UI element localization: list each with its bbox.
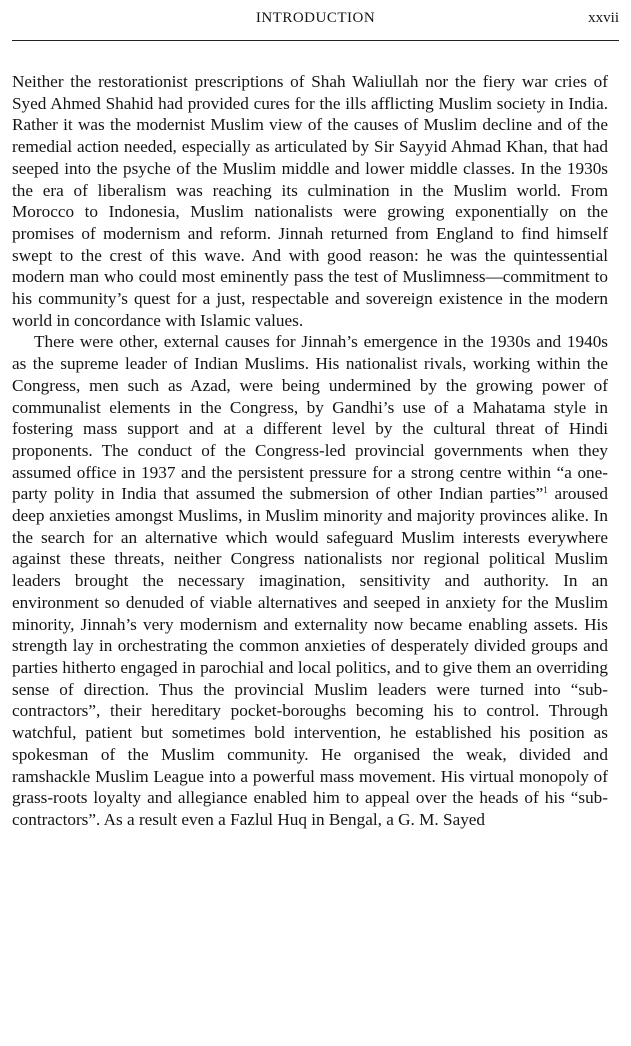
- header-rule: [12, 40, 619, 41]
- page-number: xxvii: [588, 10, 619, 26]
- paragraph-1: Neither the restorationist prescriptions of Shah Waliullah nor the fiery war cries of Syed Ahmed Shahid had provided cures for the ills afflicting Muslim society in India. Rather it was the modernist Muslim view of the causes of Muslim decline and of the remedial action needed, especially as articulated by Sir Sayyid Ahmad Khan, that had seeped into the psyche of the Muslim middle and lower middle classes. In the 1930s the era of liberalism was reaching its culmination in the Muslim world. From Morocco to Indonesia, Muslim nationalists were growing exponentially on the promises of modernism and reform. Jinnah returned from England to find himself swept to the crest of this wave. And with good reason: he was the quintessential modern man who could most eminently pass the test of Muslimness—commitment to his community’s quest for a just, respectable and sovereign existence in the modern world in concordance with Islamic values.: [12, 72, 608, 330]
- footnote-reference[interactable]: 1: [543, 485, 548, 496]
- paragraph-2-text-after-note: aroused deep anxieties amongst Muslims, in Muslim minority and majority provinces alike. In the search for an alternative which would safeguard Muslim interests everywhere against these threats, neither Congress nationalists nor regional political Muslim leaders brought the necessary imagination, sensitivity and authority. In an environment so denuded of viable alternatives and seeped in anxiety for the Muslim minority, Jinnah’s very modernism and externality now became enabling assets. His strength lay in orchestrating the common anxieties of desperately divided groups and parties hitherto engaged in parochial and local politics, and to give them an overriding sense of direction. Thus the provincial Muslim leaders were turned into “sub-contractors”, their hereditary pocket-boroughs becoming his to control. Through watchful, patient but sometimes bold intervention, he established his position as spokesman of the Muslim community. He organised the weak, divided and ramshackle Muslim League into a powerful mass movement. His virtual monopoly of grass-roots loyalty and allegiance enabled him to appeal over the heads of his “sub-contractors”. As a result even a Fazlul Huq in Bengal, a G. M. Sayed: [12, 484, 608, 829]
- paragraph-2: [12, 331, 608, 830]
- body-text: [12, 71, 608, 831]
- page-header: [0, 6, 631, 34]
- running-head: INTRODUCTION: [255, 10, 376, 26]
- paragraph-2-text-before-note: There were other, external causes for Jinnah’s emergence in the 1930s and 1940s as the supreme leader of Indian Muslims. His nationalist rivals, working within the Congress, men such as Azad, were being undermined by the growing power of communalist elements in the Congress, by Gandhi’s use of a Mahatama style in fostering mass support and at a different level by the cultural threat of Hindi proponents. The conduct of the Congress-led provincial governments when they assumed office in 1937 and the persistent pressure for a strong centre within “a one-party polity in India that assumed the submersion of other Indian parties”: [12, 332, 608, 504]
